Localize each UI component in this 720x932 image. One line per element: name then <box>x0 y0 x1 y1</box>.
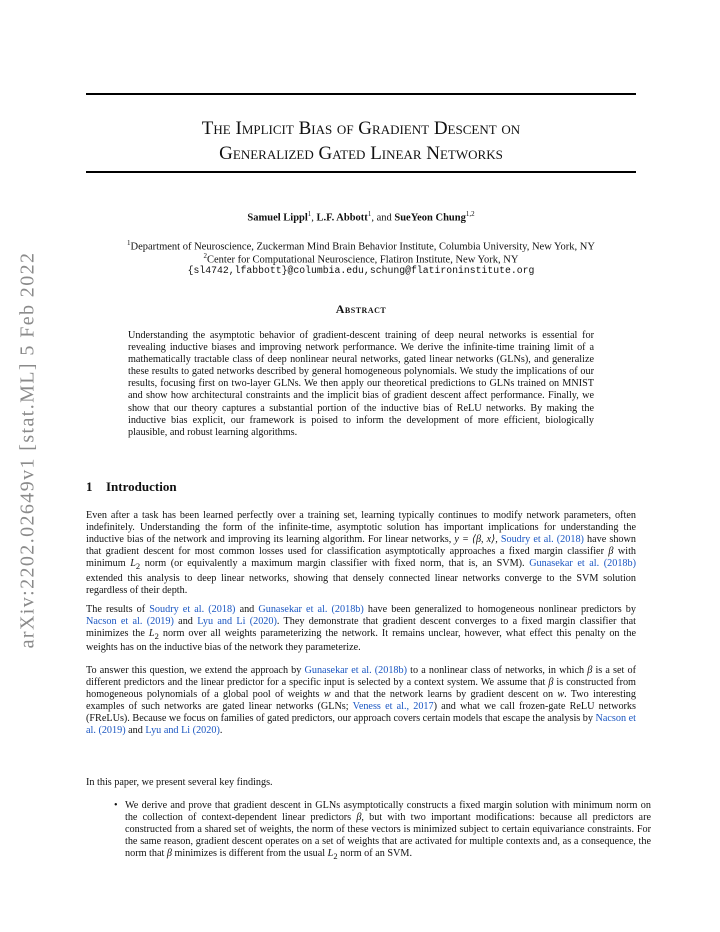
math-beta: β <box>548 677 554 689</box>
citation-link[interactable]: Nacson et al. (2019) <box>86 616 174 628</box>
text-run: . <box>219 725 223 737</box>
finding-bullet-1 <box>110 800 651 863</box>
citation-link[interactable]: Nacson et al. (2019) <box>86 713 636 737</box>
title-line2-rest: eneralized Gated Linear Networks <box>232 143 503 164</box>
text-run: and <box>173 616 198 628</box>
citation-link[interactable]: Gunasekar et al. (2018b) <box>529 558 636 570</box>
citation-link[interactable]: Soudry et al. (2018) <box>149 604 236 615</box>
text-run: . Two interesting examples of such networks are gated linear networks (GLNs; <box>86 689 636 713</box>
intro-paragraph-3 <box>86 665 636 738</box>
text-run: to a nonlinear class of networks, in which <box>407 665 588 676</box>
intro-paragraph-4: In this paper, we present several key findings. <box>86 777 273 788</box>
title-line1-initial: T <box>201 118 214 139</box>
citation-link[interactable]: Lyu and Li (2020) <box>197 616 277 628</box>
text-run: is a set of different predictors and the linear predictor for a specific input is selected by a context system. We assume that <box>86 665 636 689</box>
text-run: 2 <box>154 631 159 642</box>
math-l2: L <box>327 848 334 860</box>
citation-link[interactable]: Gunasekar et al. (2018b) <box>258 604 364 615</box>
text-run: norm over all weights parameterizing the network. It remains unclear, however, what effect this penalty on the weights has on the inductive bias of the network they parameterize. <box>86 628 636 654</box>
affiliation-2-mark: 2 <box>203 252 208 260</box>
math-beta: β <box>608 546 614 558</box>
text-run: . They demonstrate that gradient descent converges to a fixed margin classifier that minimizes the <box>86 616 636 640</box>
author-separator: , and <box>371 212 395 224</box>
text-run: and <box>125 725 146 737</box>
text-run: is constructed from homogeneous polynomials of a global pool of weights <box>86 677 636 701</box>
author-1-affil: 1 <box>307 210 312 218</box>
citation-link[interactable]: Gunasekar et al. (2018b) <box>304 665 408 676</box>
text-run: have been generalized to homogeneous nonlinear predictors by <box>363 604 636 615</box>
text-run: minimizes is different from the usual <box>171 848 328 860</box>
citation-link[interactable]: Lyu and Li (2020) <box>145 725 220 737</box>
title-top-rule <box>86 93 636 95</box>
title-line1-rest: he Implicit Bias of Gradient Descent on <box>213 118 521 139</box>
text-run: extended this analysis to deep linear networks, showing that densely connected linear networks converge to the SVM solution regardless of their depth. <box>86 572 636 596</box>
text-run: , <box>495 534 501 546</box>
text-run: and <box>235 604 259 615</box>
author-2: L.F. Abbott <box>316 212 368 224</box>
title-line2-initial: G <box>219 143 233 164</box>
author-2-affil: 1 <box>367 210 372 218</box>
text-run: norm (or equivalently a maximum margin classifier with fixed norm, that is, an SVM). <box>140 558 530 570</box>
math-w: w <box>557 689 565 701</box>
arxiv-id: arXiv:2202.02649v1 [stat.ML] 5 Feb 2022 <box>16 251 39 649</box>
affiliation-1-text: Department of Neuroscience, Zuckerman Mind Brain Behavior Institute, Columbia University, New York, NY <box>130 241 595 253</box>
affiliation-2-text: Center for Computational Neuroscience, Flatiron Institute, New York, NY <box>207 254 519 266</box>
text-run: norm of an SVM. <box>337 848 412 860</box>
text-run: The results of <box>86 604 150 615</box>
title-line-1 <box>86 116 636 141</box>
text-run: 2 <box>333 851 338 862</box>
intro-paragraph-2 <box>86 604 636 654</box>
math-l2: L <box>130 558 136 570</box>
author-list: Samuel Lippl$^1$, L.F. Abbott$^1$, and SueYeon Chung$^{1,2}$ <box>247 210 475 224</box>
section-number: 1 <box>86 479 93 494</box>
math-beta: β <box>587 665 593 676</box>
citation-link[interactable]: Veness et al., 2017 <box>352 701 434 713</box>
author-3-affil: 1,2 <box>465 210 475 218</box>
author-emails: {sl4742,lfabbott}@columbia.edu,schung@flatironinstitute.org <box>187 265 535 276</box>
math-linear-network: y = ⟨β, x⟩ <box>454 534 496 546</box>
paper-title <box>86 116 636 166</box>
text-run: and that the network learns by gradient descent on <box>330 689 558 701</box>
abstract-text: Understanding the asymptotic behavior of gradient-descent training of deep neural networks is essential for revealing inductive biases and improving network performance. We derive the infinite-time training limit of a mathematically tractable class of deep nonlinear neural networks, gated linear networks (GLNs), and generalize these results to gated networks described by general homogeneous polynomials. We study the implications of our results, focusing first on two-layer GLNs. We then apply our theoretical predictions to GLNs trained on MNIST and show how architectural constraints and the implicit bias of gradient descent affect performance. Finally, we show that our theory captures a substantial portion of the inductive bias of ReLU networks. By making the inductive bias explicit, our framework is poised to inform the development of more efficient, biologically plausible, and robust learning algorithms. <box>128 330 594 438</box>
text-run: , but with two important modifications: because all predictors are constructed from a shared set of weights, the norm of these vectors is minimized subject to certain equivariance constraints. For the same reason, gradient descent operates on a set of weights that are activated for multiple contexts and, as a consequence, the norm that <box>125 812 651 860</box>
math-w: w <box>323 689 331 701</box>
text-run: To answer this question, we extend the approach by <box>86 665 305 676</box>
intro-paragraph-1 <box>86 510 636 597</box>
text-run: with minimum <box>86 546 636 570</box>
text-run: Even after a task has been learned perfectly over a training set, learning typically continues to modify network parameters, often indefinitely. Understanding the form of the infinite-time, asymptotic solution has important implications for understanding the inductive bias of the network and improving its learning algorithm. For linear networks, <box>86 510 636 546</box>
math-beta: β <box>166 848 172 860</box>
author-3: SueYeon Chung <box>394 212 466 224</box>
section-title: Introduction <box>106 479 177 494</box>
affiliation-1-mark: 1 <box>127 239 131 247</box>
title-line-2 <box>86 141 636 166</box>
title-bottom-rule <box>86 171 636 173</box>
bullet-marker: • <box>114 800 118 811</box>
abstract-heading: Abstract <box>335 302 387 316</box>
section-heading <box>86 479 177 495</box>
text-run: We derive and prove that gradient descent in GLNs asymptotically constructs a fixed margin solution with minimum norm on the collection of context-dependent linear predictors <box>125 800 651 824</box>
text-run: ) and what we call frozen-gate ReLU networks (FReLUs). Because we focus on families of gated predictors, our approach covers certain models that escape the analysis by <box>86 701 636 725</box>
text-run: have shown that gradient descent for most common losses used for classification asymptotically approaches a fixed margin classifier <box>86 534 636 558</box>
arxiv-sidebar-stamp <box>8 250 48 650</box>
math-l2: L <box>148 628 155 640</box>
text-run: 2 <box>135 561 141 572</box>
author-1: Samuel Lippl <box>247 212 308 224</box>
math-beta: β <box>356 812 362 824</box>
citation-link[interactable]: Soudry et al. (2018) <box>500 534 584 546</box>
